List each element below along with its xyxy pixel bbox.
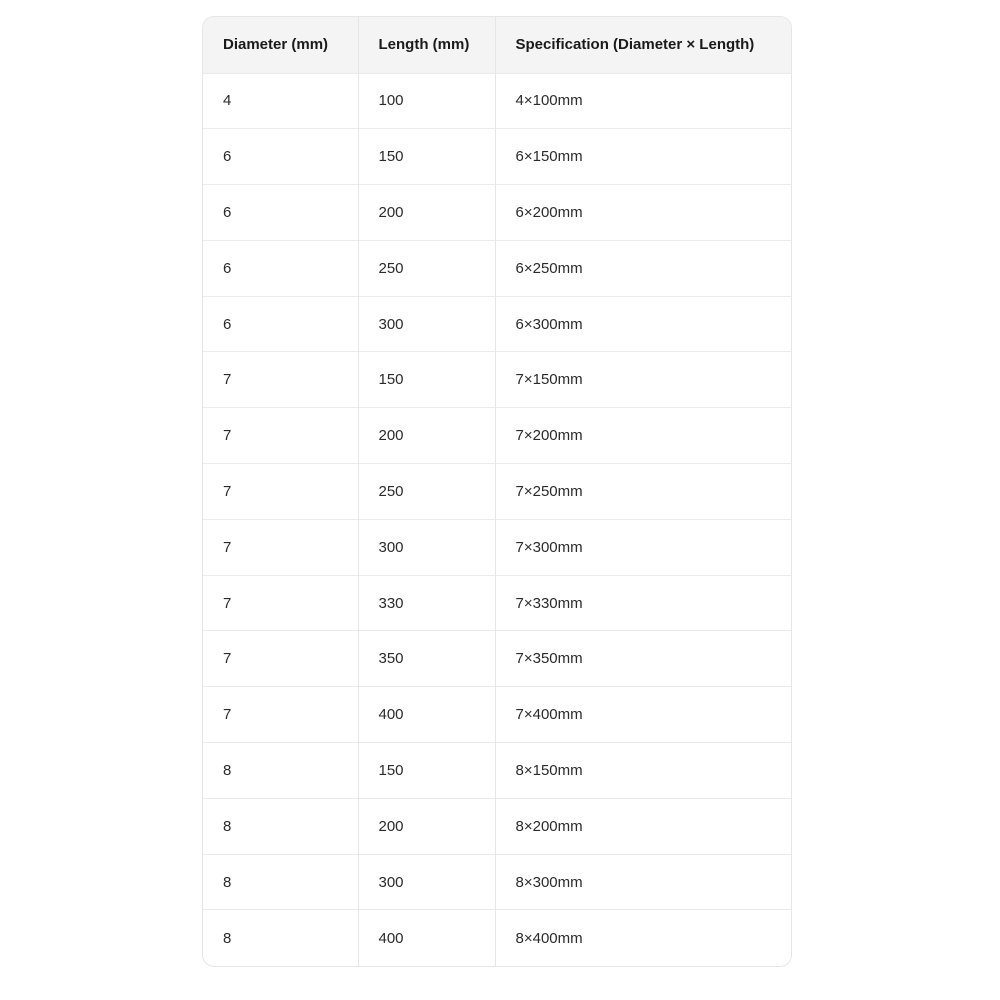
cell-length: 200 bbox=[358, 185, 495, 241]
table-row bbox=[203, 631, 791, 687]
cell-diameter: 6 bbox=[203, 129, 358, 185]
cell-specification: 7×350mm bbox=[495, 631, 791, 687]
table-row bbox=[203, 743, 791, 799]
table-row bbox=[203, 519, 791, 575]
cell-length: 300 bbox=[358, 854, 495, 910]
cell-diameter: 8 bbox=[203, 743, 358, 799]
cell-specification: 8×150mm bbox=[495, 743, 791, 799]
header-specification: Specification (Diameter × Length) bbox=[515, 36, 755, 54]
cell-specification: 7×250mm bbox=[495, 464, 791, 520]
table-row bbox=[203, 352, 791, 408]
cell-specification: 7×150mm bbox=[495, 352, 791, 408]
table-row bbox=[203, 296, 791, 352]
table-header bbox=[203, 17, 791, 73]
table-row bbox=[203, 129, 791, 185]
table-row bbox=[203, 854, 791, 910]
cell-specification: 8×300mm bbox=[495, 854, 791, 910]
cell-length: 300 bbox=[358, 519, 495, 575]
header-row bbox=[203, 17, 791, 73]
cell-specification: 6×150mm bbox=[495, 129, 791, 185]
cell-length: 330 bbox=[358, 575, 495, 631]
table-row bbox=[203, 910, 791, 966]
cell-length: 400 bbox=[358, 910, 495, 966]
cell-length: 250 bbox=[358, 464, 495, 520]
cell-diameter: 7 bbox=[203, 519, 358, 575]
table-row bbox=[203, 73, 791, 129]
cell-specification: 7×400mm bbox=[495, 687, 791, 743]
cell-length: 250 bbox=[358, 240, 495, 296]
cell-length: 300 bbox=[358, 296, 495, 352]
cell-specification: 8×200mm bbox=[495, 798, 791, 854]
cell-length: 400 bbox=[358, 687, 495, 743]
table-row bbox=[203, 185, 791, 241]
cell-specification: 4×100mm bbox=[495, 73, 791, 129]
cell-length: 150 bbox=[358, 743, 495, 799]
header-diameter: Diameter (mm) bbox=[203, 17, 358, 73]
cell-diameter: 6 bbox=[203, 240, 358, 296]
table-row bbox=[203, 408, 791, 464]
table-row bbox=[203, 575, 791, 631]
cell-diameter: 6 bbox=[203, 185, 358, 241]
cell-length: 100 bbox=[358, 73, 495, 129]
cell-length: 150 bbox=[358, 129, 495, 185]
cell-diameter: 7 bbox=[203, 352, 358, 408]
cell-specification: 7×200mm bbox=[495, 408, 791, 464]
table-row bbox=[203, 798, 791, 854]
cell-diameter: 8 bbox=[203, 910, 358, 966]
cell-length: 200 bbox=[358, 408, 495, 464]
cell-diameter: 7 bbox=[203, 464, 358, 520]
spec-table bbox=[203, 17, 791, 966]
cell-specification: 6×300mm bbox=[495, 296, 791, 352]
cell-diameter: 6 bbox=[203, 296, 358, 352]
cell-diameter: 4 bbox=[203, 73, 358, 129]
table-body bbox=[203, 73, 791, 966]
cell-diameter: 7 bbox=[203, 408, 358, 464]
cell-specification: 7×300mm bbox=[495, 519, 791, 575]
header-length: Length (mm) bbox=[358, 17, 495, 73]
cell-diameter: 8 bbox=[203, 854, 358, 910]
cell-diameter: 7 bbox=[203, 687, 358, 743]
spec-table-container bbox=[202, 16, 792, 967]
table-row bbox=[203, 687, 791, 743]
cell-specification: 6×250mm bbox=[495, 240, 791, 296]
cell-diameter: 7 bbox=[203, 575, 358, 631]
cell-length: 150 bbox=[358, 352, 495, 408]
cell-length: 350 bbox=[358, 631, 495, 687]
cell-diameter: 7 bbox=[203, 631, 358, 687]
cell-length: 200 bbox=[358, 798, 495, 854]
cell-specification: 8×400mm bbox=[495, 910, 791, 966]
cell-specification: 7×330mm bbox=[495, 575, 791, 631]
table-row bbox=[203, 464, 791, 520]
cell-diameter: 8 bbox=[203, 798, 358, 854]
table-row bbox=[203, 240, 791, 296]
cell-specification: 6×200mm bbox=[495, 185, 791, 241]
